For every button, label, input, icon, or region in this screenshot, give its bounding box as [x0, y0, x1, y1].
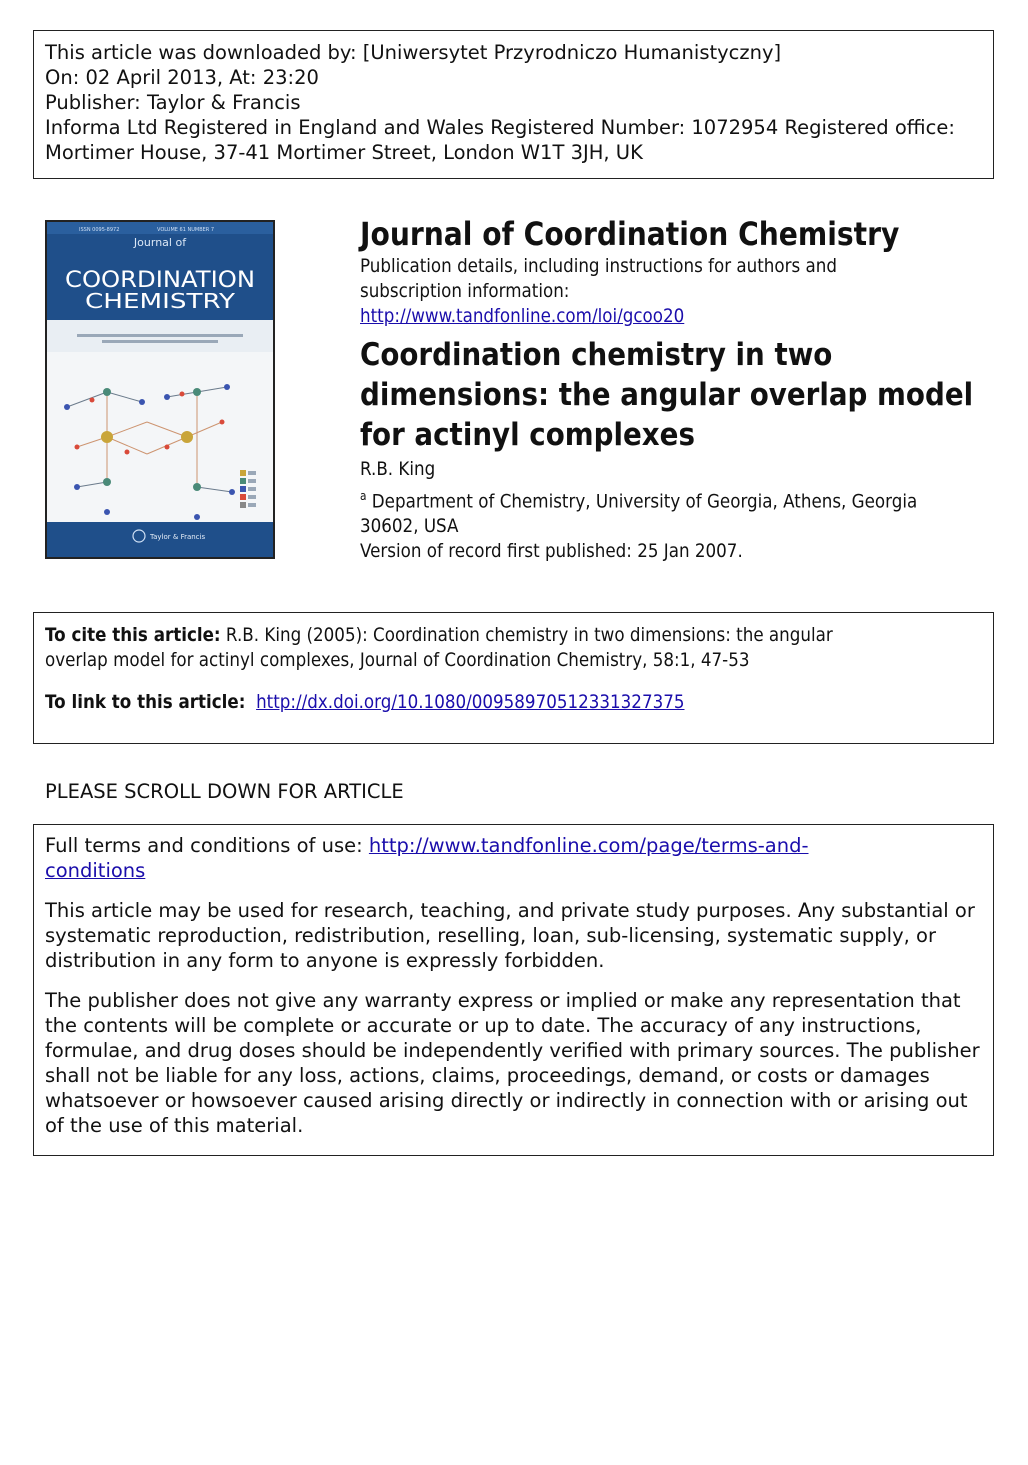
author-name: R.B. King — [360, 458, 436, 480]
affiliation-text-1: Department of Chemistry, University of Georgia, Athens, Georgia — [371, 490, 918, 513]
terms-paragraph-1: This article may be used for research, teaching, and private study purposes. Any substantial or systematic reproduction, redistribution, reselling, loan, sub-licensing, systematic supply, or distribution in any form to anyone is expressly forbidden. — [45, 899, 975, 972]
terms-box — [33, 824, 994, 1156]
cover-coordination: COORDINATION — [65, 268, 255, 293]
citation-box — [33, 612, 994, 744]
terms-intro-text: Full terms and conditions of use: — [45, 834, 369, 857]
link-label: To link to this article: — [45, 691, 246, 713]
journal-cover-image — [45, 220, 275, 559]
journal-title: Journal of Coordination Chemistry — [360, 215, 900, 253]
affiliation-line-2: 30602, USA — [360, 515, 459, 538]
download-line-4: Informa Ltd Registered in England and Wales Registered Number: 1072954 Registered office: Mortimer House, 37-41 Mortimer Street, London W1T 3JH, UK — [45, 116, 955, 164]
download-line-3: Publisher: Taylor & Francis — [45, 91, 301, 114]
terms-paragraph-2: The publisher does not give any warranty express or implied or make any representation that the contents will be complete or accurate or up to date. The accuracy of any instructions, formulae, and drug doses should be independently verified with primary sources. The publisher shall not be liable for any loss, actions, claims, proceedings, demand, or costs or damages whatsoever or howsoever caused arising directly or indirectly in connection with or arising out of the use of this material. — [45, 989, 980, 1137]
journal-info — [360, 214, 1000, 564]
journal-url-link[interactable]: http://www.tandfonline.com/loi/gcoo20 — [360, 305, 685, 327]
article-title: Coordination chemistry in two dimensions: the angular overlap model for actinyl complexes — [360, 337, 974, 453]
download-notice — [33, 30, 994, 179]
terms-url-part-1: http://www.tandfonline.com/page/terms-and- — [368, 834, 809, 857]
terms-url-part-2: conditions — [45, 859, 146, 882]
publication-details-line-2: subscription information: — [360, 280, 570, 302]
scroll-down-note: PLEASE SCROLL DOWN FOR ARTICLE — [45, 780, 404, 803]
svg-text:VOLUME 61 NUMBER 7: VOLUME 61 NUMBER 7 — [157, 227, 215, 233]
cite-line-1 — [45, 623, 987, 648]
link-line — [45, 690, 987, 715]
affiliation-line-1 — [360, 484, 923, 514]
terms-intro — [45, 833, 982, 883]
cite-text-1: R.B. King (2005): Coordination chemistry in two dimensions: the angular — [225, 624, 833, 646]
published-date: Version of record first published: 25 Jan 2007. — [360, 540, 743, 563]
download-line-1: This article was downloaded by: [Uniwersytet Przyrodniczo Humanistyczny] — [45, 41, 782, 64]
svg-text:ISSN 0095-8972: ISSN 0095-8972 — [79, 227, 120, 233]
download-line-2: On: 02 April 2013, At: 23:20 — [45, 66, 319, 89]
cite-text-2: overlap model for actinyl complexes, Journal of Coordination Chemistry, 58:1, 47-53 — [45, 649, 750, 671]
affiliation-marker: a — [360, 489, 367, 503]
cover-publisher-logo: Taylor & Francis — [150, 533, 206, 541]
doi-link[interactable]: http://dx.doi.org/10.1080/00958970512331327375 — [256, 691, 685, 713]
publication-details-line-1: Publication details, including instructions for authors and — [360, 255, 837, 277]
cover-journal-of: Journal of — [133, 236, 187, 249]
cover-chemistry: CHEMISTRY — [85, 289, 237, 313]
cite-label: To cite this article: — [45, 624, 221, 646]
